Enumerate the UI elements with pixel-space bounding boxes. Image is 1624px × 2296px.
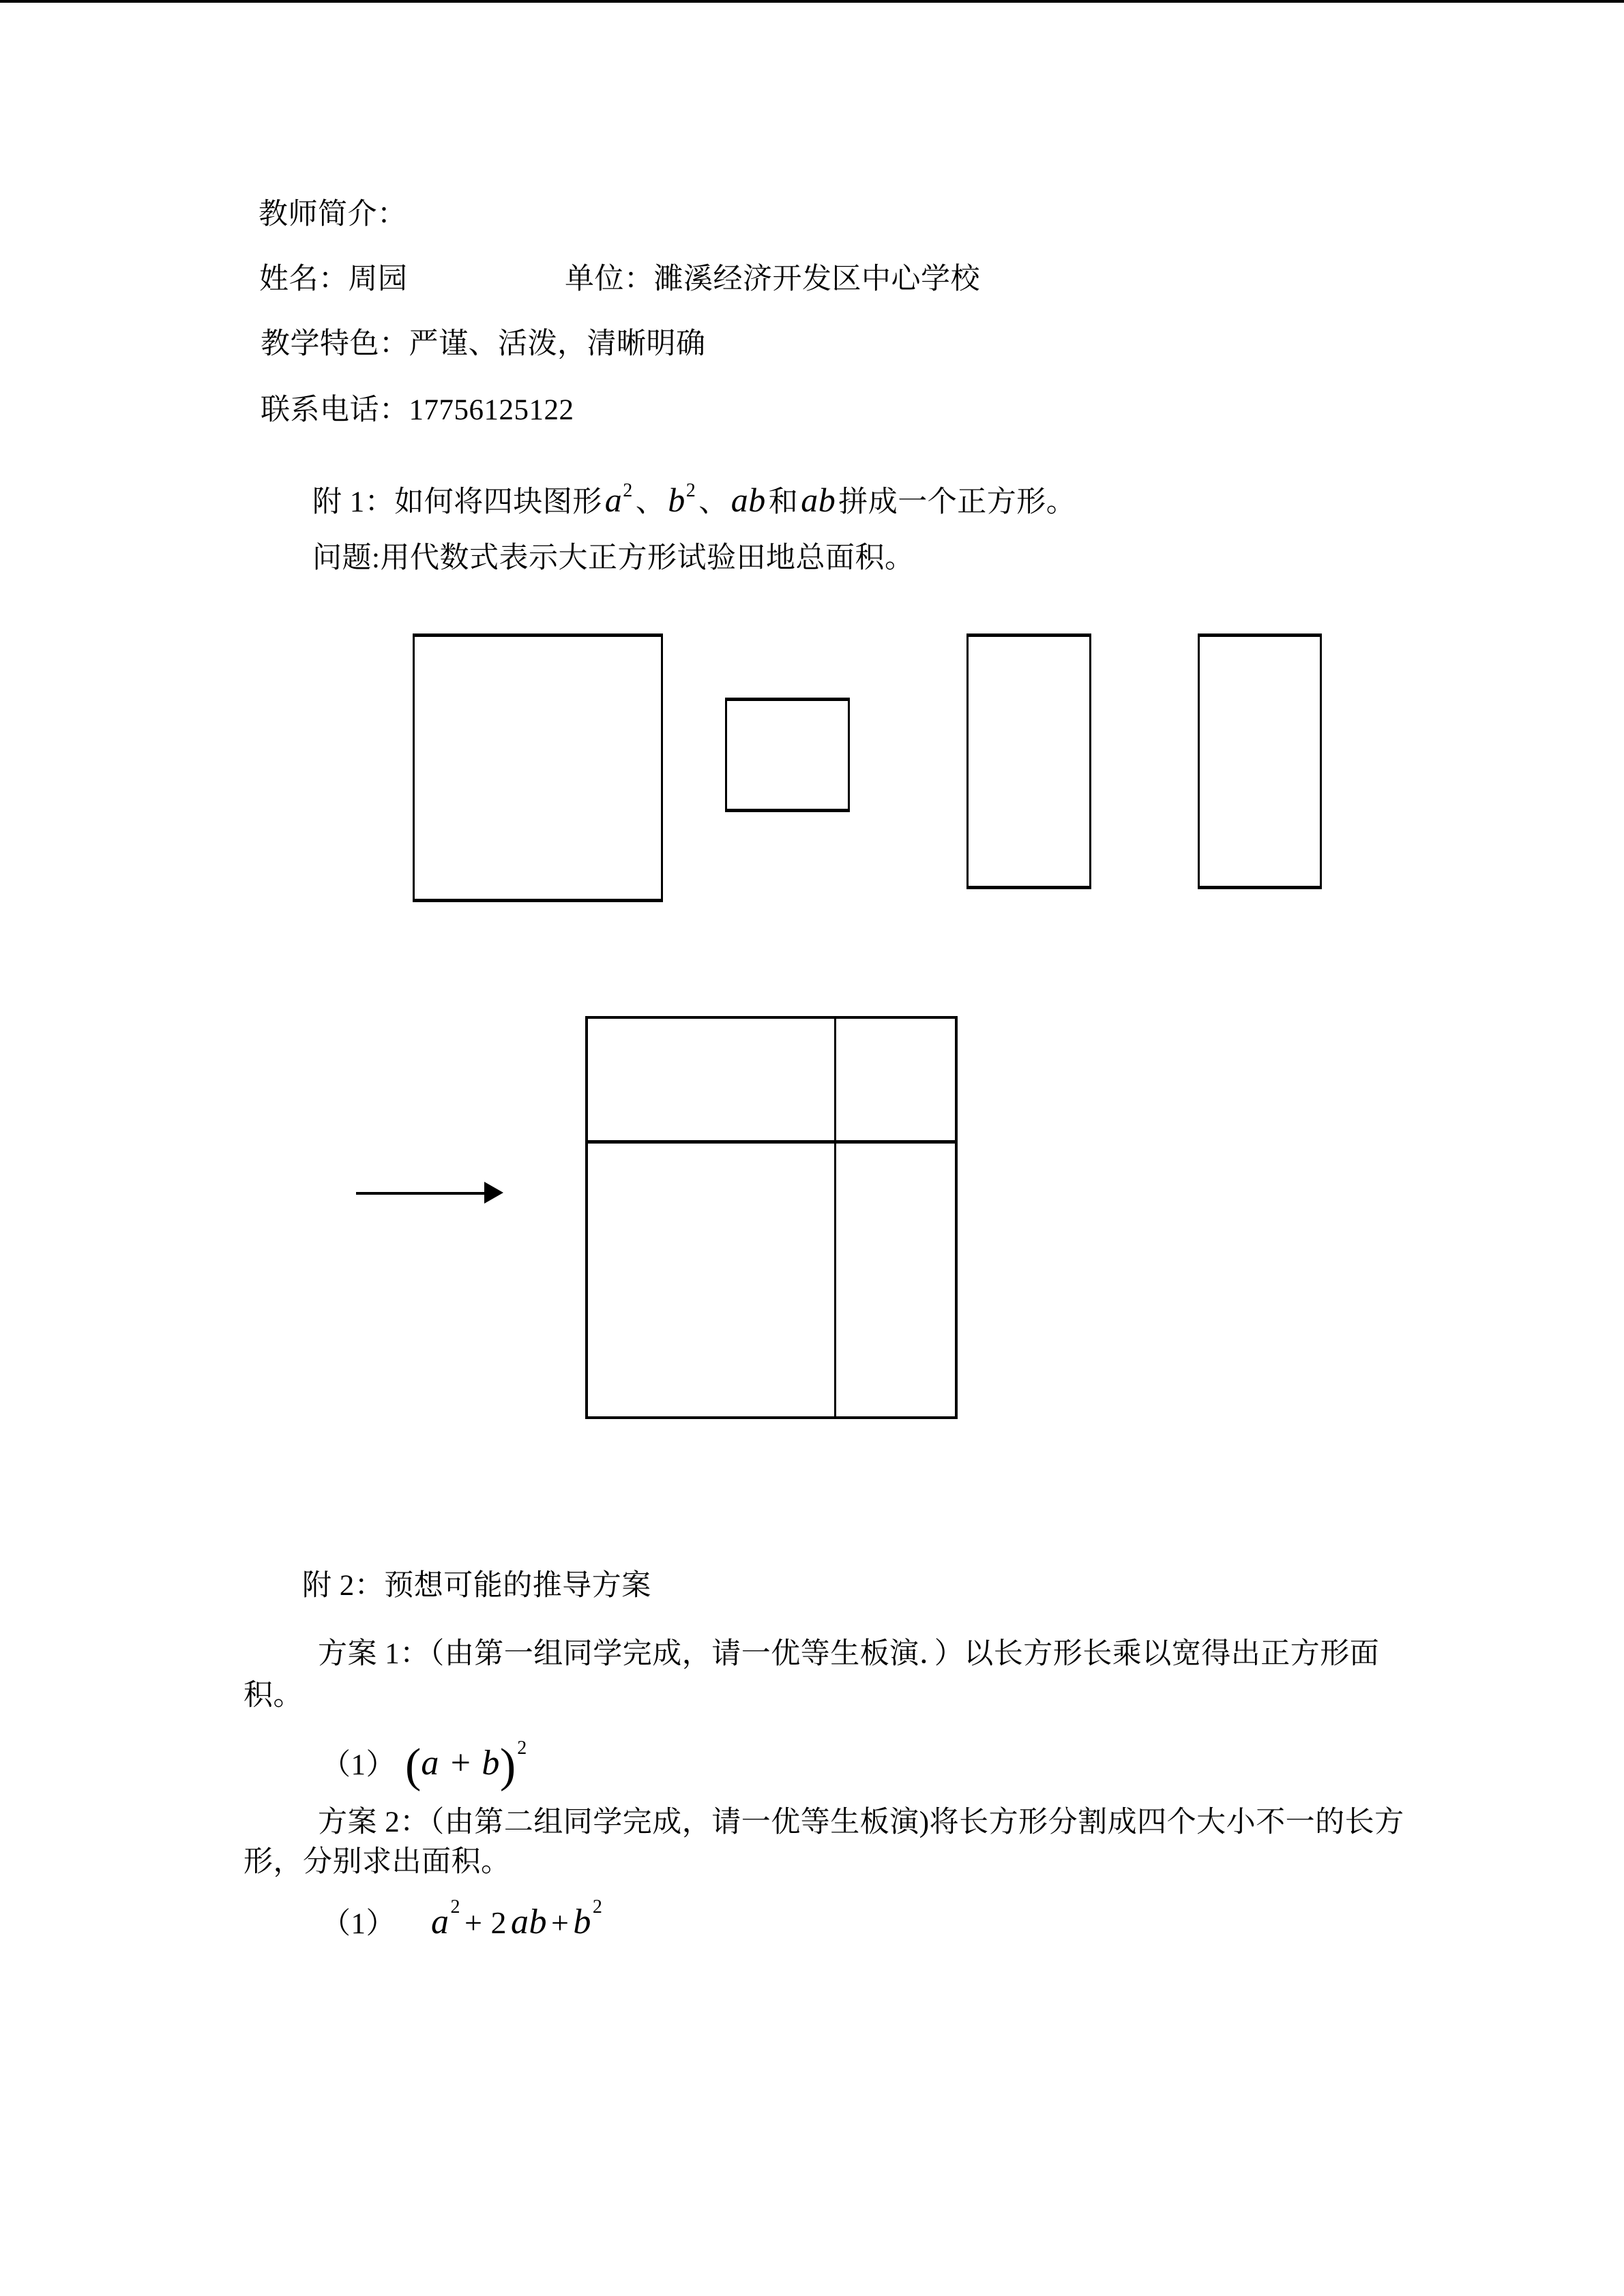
formula1-exponent: 2 <box>517 1738 527 1759</box>
arrow-shaft <box>356 1192 486 1195</box>
math-var-ab-1: ab <box>730 481 766 519</box>
teacher-intro-heading: 教师简介： <box>259 198 407 230</box>
math-var-a-squared: $a^2$ <box>604 480 633 519</box>
teacher-unit: 单位：濉溪经济开发区中心学校 <box>565 263 980 295</box>
teacher-name: 姓名：周园 <box>259 263 408 295</box>
math-var-ab-2: ab <box>801 481 836 519</box>
contact-phone: 联系电话：17756125122 <box>261 394 574 426</box>
piece-square-b2 <box>725 698 850 812</box>
math-var-b-squared: $b^2$ <box>668 480 696 519</box>
attachment1-title-prefix: 附 1：如何将四块图形 <box>312 486 602 518</box>
assembled-vertical-divider <box>834 1019 836 1416</box>
formula1-body: a + b <box>421 1744 500 1783</box>
formula-a2-plus-2ab-plus-b2 <box>321 1896 603 1943</box>
plan1-text-line2: 积。 <box>243 1680 303 1712</box>
formula1-open-paren: ( <box>405 1740 422 1792</box>
piece-rect-ab-2 <box>1198 633 1322 889</box>
separator-dun: 、 <box>698 486 728 518</box>
attachment1-title-suffix: 拼成一个正方形。 <box>838 486 1076 518</box>
formula2-plus: + <box>550 1905 570 1940</box>
assembled-horizontal-divider <box>588 1140 955 1144</box>
formula2-exponent-a: 2 <box>450 1896 460 1918</box>
formula1-close-paren: ) <box>499 1740 516 1792</box>
formula2-exponent-b: 2 <box>592 1896 603 1918</box>
assembled-square <box>585 1016 958 1419</box>
plan1-text-line1: 方案 1：（由第一组同学完成，请一优等生板演．）以长方形长乘以宽得出正方形面 <box>318 1638 1380 1670</box>
formula2-var-ab: ab <box>510 1903 547 1941</box>
piece-square-a2 <box>413 633 663 902</box>
formula2-plus-2: + 2 <box>464 1905 507 1940</box>
teaching-features: 教学特色：严谨、活泼，清晰明确 <box>261 328 706 360</box>
plan2-text-line2: 形，分别求出面积。 <box>243 1846 511 1878</box>
attachment2-heading: 附 2：预想可能的推导方案 <box>302 1570 651 1602</box>
piece-rect-ab-1 <box>966 633 1091 889</box>
attachment1-question: 问题:用代数式表示大正方形试验田地总面积。 <box>312 542 915 574</box>
formula2-var-b: b <box>573 1903 591 1941</box>
arrow-head-icon <box>484 1182 503 1204</box>
formula2-var-a: a <box>431 1903 449 1941</box>
formula2-index-label: （1） <box>321 1908 396 1940</box>
connector-he: 和 <box>768 486 799 518</box>
formula1-index-label: （1） <box>321 1749 396 1781</box>
formula-a-plus-b-squared <box>321 1738 527 1795</box>
separator-dun: 、 <box>635 486 666 518</box>
plan2-text-line1: 方案 2：（由第二组同学完成，请一优等生板演)将长方形分割成四个大小不一的长方 <box>318 1806 1404 1838</box>
